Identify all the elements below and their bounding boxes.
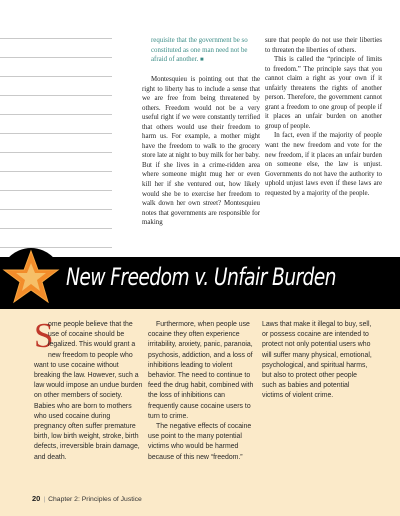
sidebar-paragraph: The negative effects of cocaine use point to the many potential victims who would be harmed because of this new “freedom.” xyxy=(148,423,252,461)
sidebar-column-2 xyxy=(148,320,256,463)
body-paragraph: This is called the “principle of limits to freedom.” The principle says that you cannot claim a right as your own if it unfairly threatens the rights of another person. Therefore, the government cannot grant a freedom to one group of people if it places an unfair burden on another group of people. xyxy=(265,56,382,130)
sidebar-paragraph xyxy=(34,316,144,463)
body-paragraph: sure that people do not use their liberties to threaten the liberties of others. xyxy=(265,37,382,54)
pull-quote xyxy=(151,36,257,66)
body-paragraph: Montesquieu is pointing out that the right to liberty has to include a sense that we are free from being threatened by others. Freedom would not be a very useful right if we were constantly terrified that others would use their freedom to harm us. For example, a mother might have the freedom to walk to the grocery store late at night to buy milk for her baby. But if she lives in a crime-ridden area where someone might mug her or even kill her if she ventured out, how likely would she be to exercise her freedom to walk down her own street? Montesquieu notes that governments are responsible for making xyxy=(142,76,260,227)
page-number: 20 xyxy=(32,494,41,503)
sidebar-paragraph: Furthermore, when people use cocaine they often experience irritability, anxiety, panic, paranoia, psychosis, addiction, and a loss of inhibitions leading to violent behavior. The need to continue to feed the drug habit, combined with the loss of inhibitions can frequently cause cocaine users to turn to crime. xyxy=(148,321,254,420)
ruled-margin xyxy=(0,38,118,248)
drop-cap: S xyxy=(34,316,54,355)
sidebar-paragraph: Laws that make it illegal to buy, sell, or possess cocaine are intended to protect not only potential users who will suffer many physical, emotional, psychological, and spiritual harms, but also to protect other people such as babies and potential victims of violent crime. xyxy=(262,321,372,400)
page-footer xyxy=(32,494,142,503)
banner-title: New Freedom v. Unfair Burden xyxy=(66,263,336,291)
sidebar-paragraph-text: ome people believe that the use of cocaine should be legalized. This would grant a new freedom to people who want to use cocaine without breaking the law. However, such a law would impose an undue burden on other members of society. Babies who are born to mothers who used cocaine during pregnancy often suffer premature birth, low birth weight, stroke, birth defects, irreversible brain damage, and death. xyxy=(34,321,143,461)
sidebar-column-3 xyxy=(262,320,372,402)
sidebar-column-1 xyxy=(34,316,144,463)
body-column-left xyxy=(142,75,260,228)
body-paragraph: In fact, even if the majority of people want the new freedom and vote for the new freedom, if it places an unfair burden on someone else, the law is unjust. Governments do not have the authority to uphold unjust laws even if these laws are requested by a majority of the people. xyxy=(265,132,382,197)
body-column-right xyxy=(265,36,382,198)
chapter-label: Chapter 2: Principles of Justice xyxy=(48,496,142,503)
pull-quote-text: requisite that the government be so constituted as one man need not be afraid of another. xyxy=(151,37,248,64)
star-icon xyxy=(0,248,62,310)
end-mark-icon: ■ xyxy=(200,57,204,64)
footer-separator: | xyxy=(43,496,46,503)
